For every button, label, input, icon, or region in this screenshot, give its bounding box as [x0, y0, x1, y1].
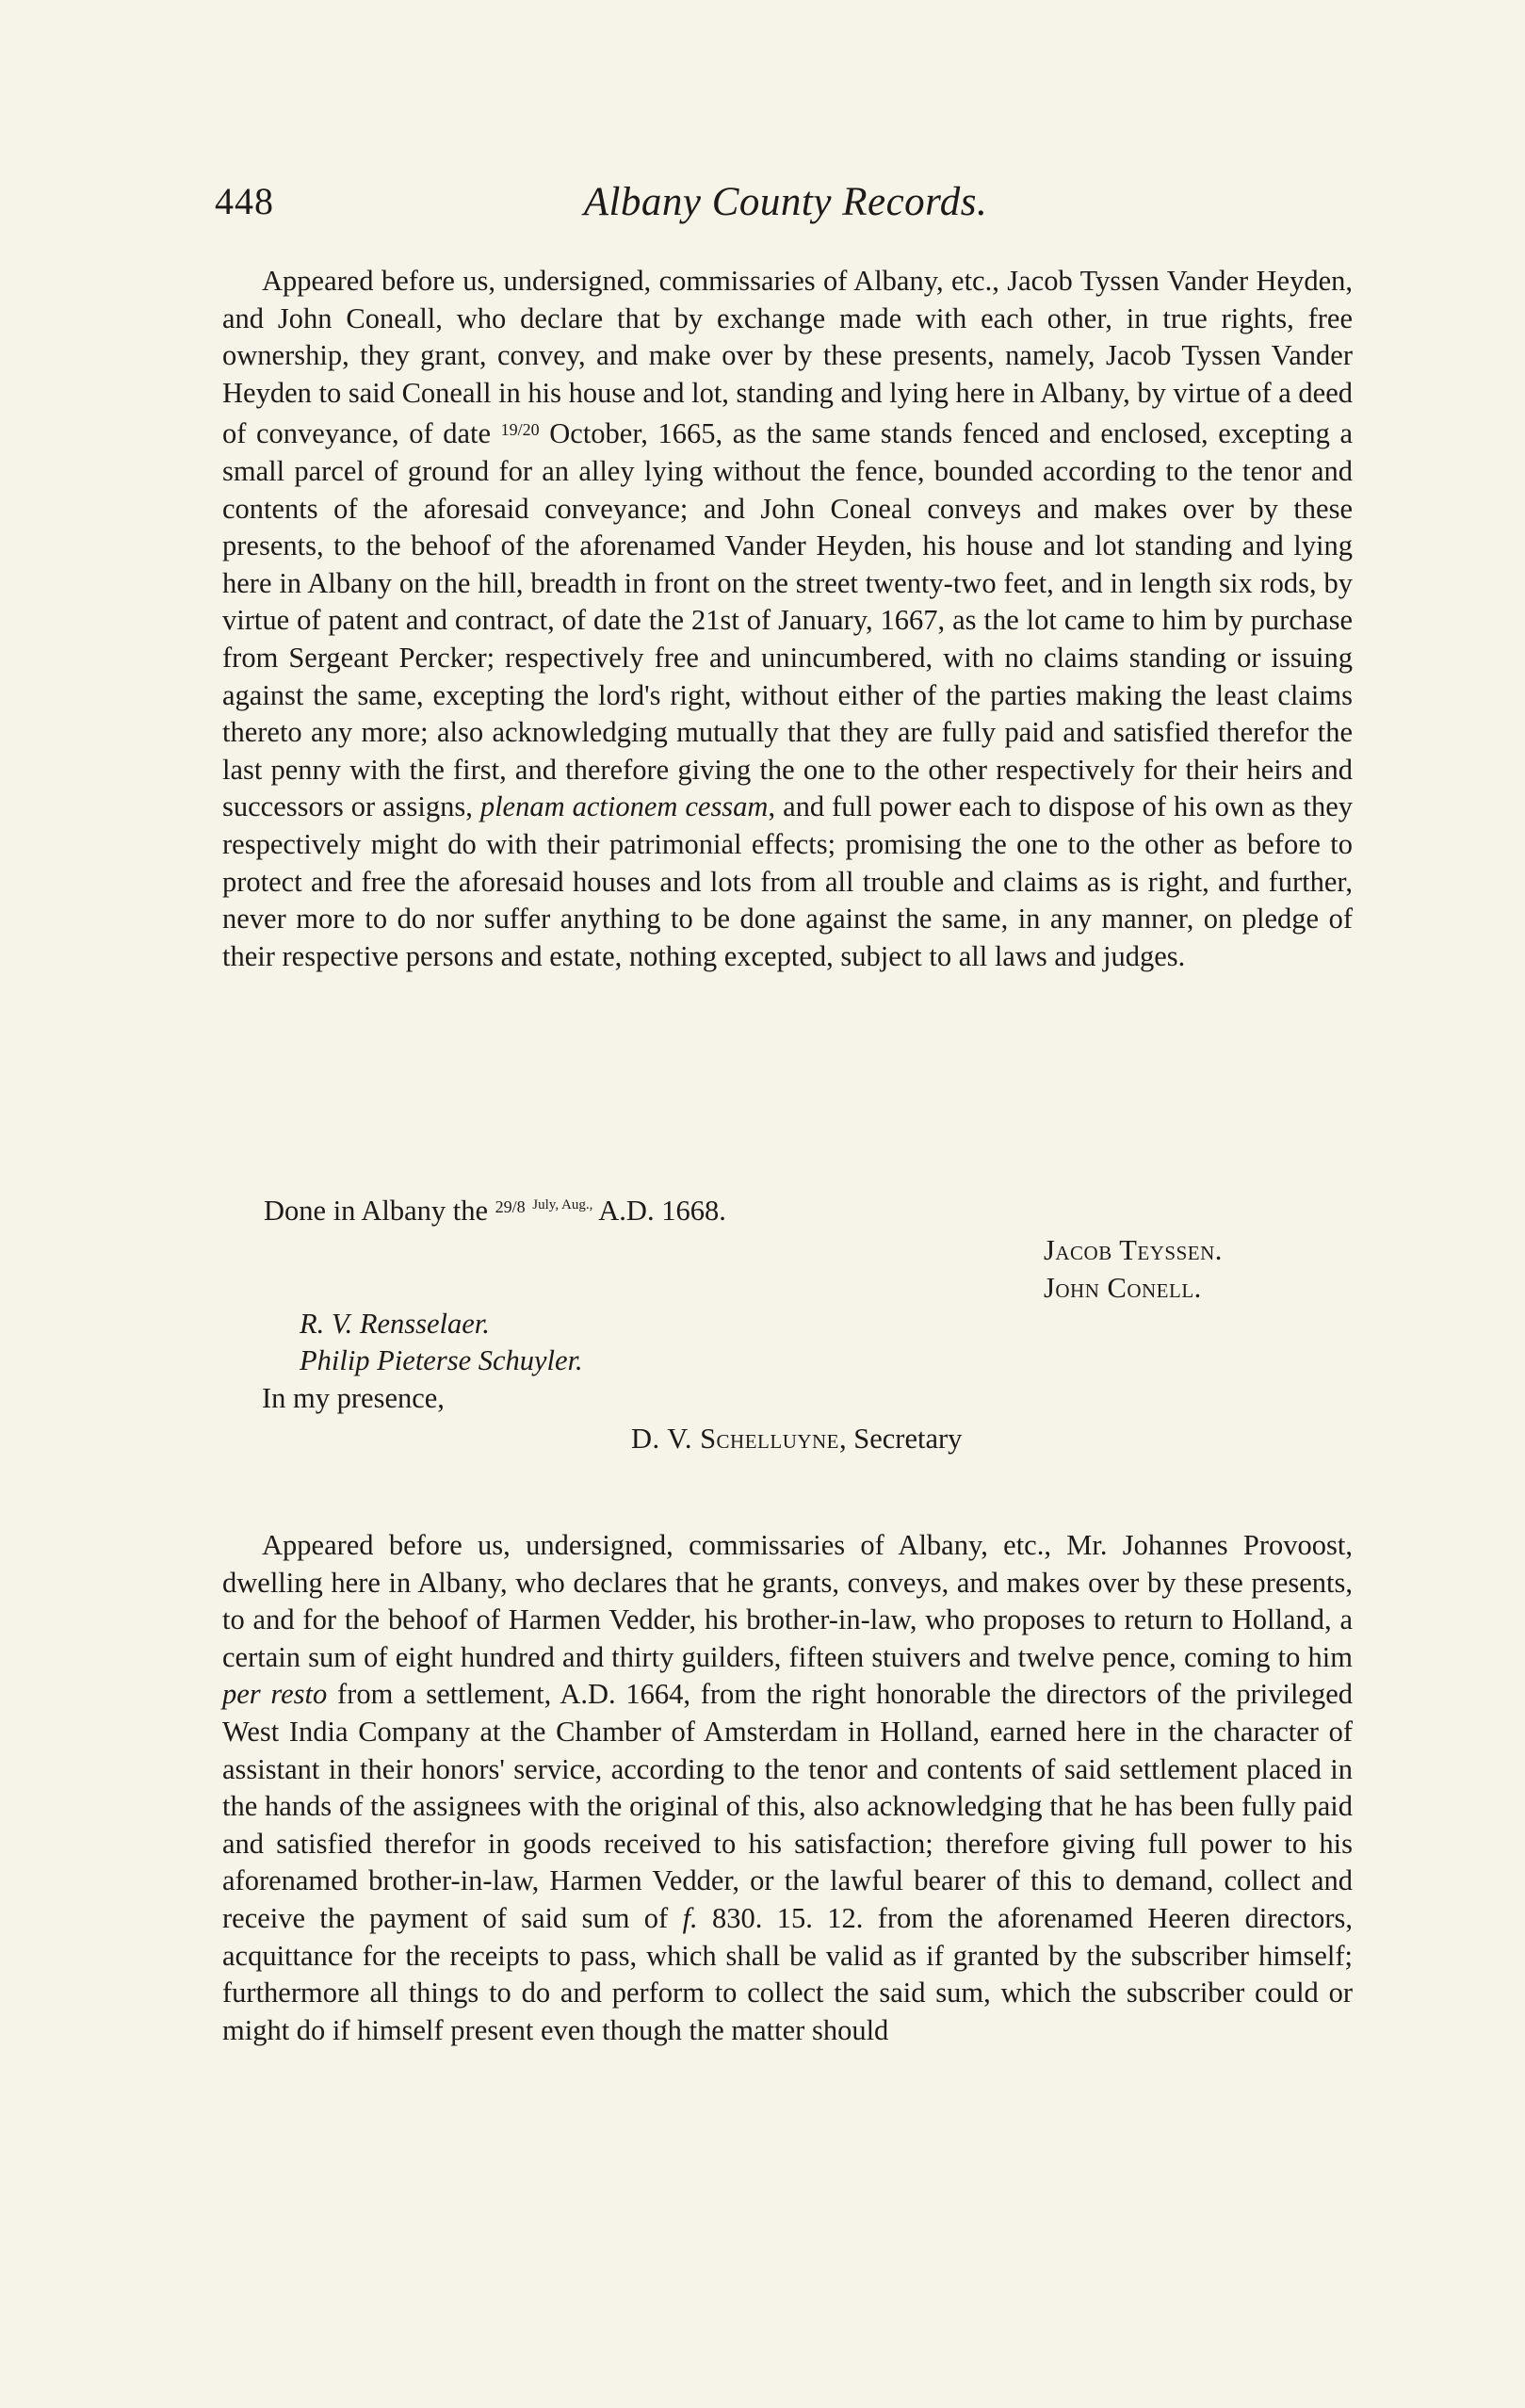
entry2-latin-phrase: per resto: [222, 1678, 328, 1711]
secretary-name: D. V. Schelluyne: [631, 1423, 840, 1455]
done-day: 29/8: [495, 1197, 526, 1216]
witness-rensselaer: R. V. Rensselaer.: [300, 1308, 490, 1340]
done-month: July, Aug.,: [532, 1197, 593, 1212]
secretary-title: , Secretary: [839, 1423, 963, 1455]
entry1-date-fraction: 19/20: [500, 420, 540, 440]
done-line: [264, 1195, 726, 1228]
entry1-text-c: , and full power each to dispose of his own as they respectively might do with their patrimonial effects; promising the one to the other as before to protect and free the aforesaid houses and lots from all trouble and claims as is right, and further, never more to do nor suffer anything to be done against the same, in any manner, on pledge of their respective persons and estate, nothing excepted, subject to all laws and judges.: [222, 790, 1353, 972]
entry1-text-b: October, 1665, as the same stands fenced and enclosed, excepting a small parcel of ground for an alley lying without the fence, bounded according to the tenor and contents of the aforesaid conveyance; and John Coneal conveys and makes over by these presents, to the behoof of the aforenamed Vander Heyden, his house and lot standing and lying here in Albany on the hill, breadth in front on the street twenty-two feet, and in length six rods, by virtue of patent and contract, of date the 21st of January, 1667, as the lot came to him by purchase from Sergeant Percker; respectively free and unincumbered, with no claims standing or issuing against the same, excepting the lord's right, without either of the parties making the least claims thereto any more; also acknowledging mutually that they are fully paid and satisfied therefor the last penny with the first, and therefore giving the one to the other respectively for their heirs and successors or assigns,: [222, 417, 1353, 823]
running-title: Albany County Records.: [583, 180, 988, 224]
done-suffix: A.D. 1668.: [592, 1195, 726, 1227]
signer-jacob-teyssen: Jacob Teyssen.: [1044, 1234, 1223, 1266]
done-prefix: Done in Albany the: [264, 1195, 495, 1227]
entry1-paragraph: [222, 263, 1353, 975]
presence-line: In my presence,: [262, 1382, 445, 1414]
signer-john-conell: John Conell.: [1044, 1272, 1202, 1304]
entry1-text-a: Appeared before us, undersigned, commissaries of Albany, etc., Jacob Tyssen Vander Heyden, and John Coneall, who declare that by exchange made with each other, in true rights, free ownership, they grant, convey, and make over by these presents, namely, Jacob Tyssen Vander Heyden to said Coneall in his house and lot, standing and lying here in Albany, by virtue of a deed of conveyance, of date: [222, 265, 1353, 450]
entry1-latin-phrase: plenam actionem cessam: [479, 790, 769, 823]
entry2-paragraph: [222, 1527, 1353, 2049]
entry2-currency: f.: [682, 1901, 698, 1934]
page-header: [215, 179, 1356, 232]
entry2-text-a: Appeared before us, undersigned, commissaries of Albany, etc., Mr. Johannes Provoost, dwelling here in Albany, who declares that he grants, conveys, and makes over by these presents, to and for the behoof of Harmen Vedder, his brother-in-law, who proposes to return to Holland, a certain sum of eight hundred and thirty guilders, fifteen stuivers and twelve pence, coming to him: [222, 1529, 1353, 1673]
secretary-line: [631, 1423, 962, 1456]
deed-entry-2: [222, 1527, 1353, 2049]
deed-entry-1: [222, 263, 1353, 975]
entry2-text-b: from a settlement, A.D. 1664, from the right honorable the directors of the privileged West India Company at the Chamber of Amsterdam in Holland, earned here in the character of assistant in their honors' service, according to the tenor and contents of said settlement placed in the hands of the assignees with the original of this, also acknowledging that he has been fully paid and satisfied therefor in goods received to his satisfaction; therefore giving full power to his aforenamed brother-in-law, Harmen Vedder, or the lawful bearer of this to demand, collect and receive the payment of said sum of: [222, 1678, 1353, 1934]
entry2-text-c: 830. 15. 12. from the aforenamed Heeren directors, acquittance for the receipts to pass, which shall be valid as if granted by the subscriber himself; furthermore all things to do and perform to collect the said sum, which the subscriber could or might do if himself present even though the matter should: [222, 1901, 1353, 2046]
page-number: 448: [215, 180, 274, 222]
witness-schuyler: Philip Pieterse Schuyler.: [300, 1344, 583, 1376]
